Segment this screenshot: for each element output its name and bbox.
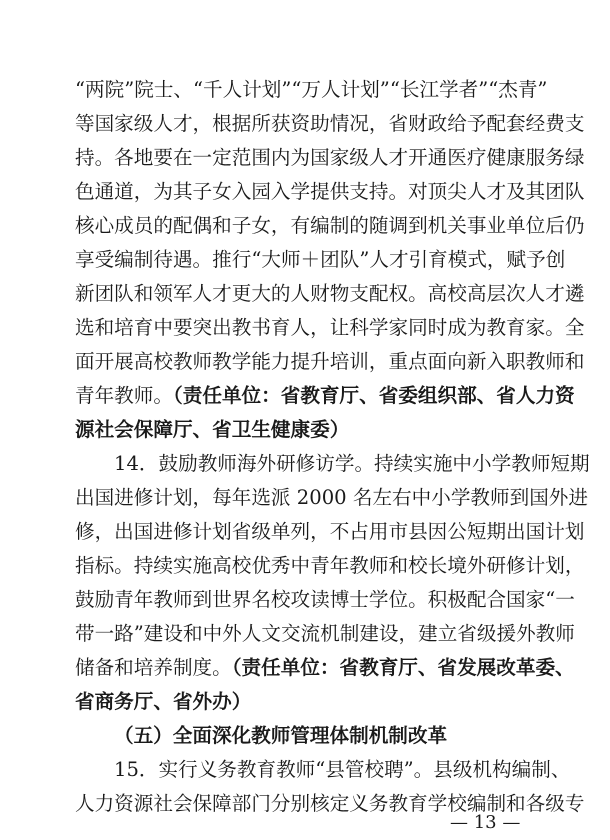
responsibility-units: （责任单位：省教育厅、省发展改革委、 — [231, 656, 575, 679]
text-line — [75, 656, 575, 680]
text-line: 面开展高校教师教学能力提升培训，重点面向新入职教师和 — [75, 350, 585, 373]
text-line: 带一路”建设和中外人文交流机制建设，建立省级援外教师 — [75, 622, 575, 645]
text-line: 15．实行义务教育教师“县管校聘”。县级机构编制、 — [114, 758, 571, 781]
responsibility-units: （责任单位：省教育厅、省委组织部、省人力资 — [172, 384, 575, 407]
text-line: 新团队和领军人才更大的人财物支配权。高校高层次人才遴 — [75, 282, 585, 305]
text-line: 色通道，为其子女入园入学提供支持。对顶尖人才及其团队 — [75, 180, 585, 203]
text-line: 鼓励青年教师到世界名校攻读博士学位。积极配合国家“一 — [75, 588, 575, 611]
text-segment: 青年教师。 — [75, 384, 173, 407]
page-number: — 13 — — [450, 812, 521, 833]
text-line: 等国家级人才，根据所获资助情况，省财政给予配套经费支 — [75, 112, 585, 135]
text-line: 人力资源社会保障部门分别核定义务教育学校编制和各级专 — [75, 792, 585, 815]
text-segment: 储备和培养制度。 — [75, 656, 232, 679]
text-line — [75, 384, 575, 408]
text-line: “两院”院士、“千人计划”“万人计划”“长江学者”“杰青” — [75, 78, 548, 101]
text-line: 指标。持续实施高校优秀中青年教师和校长境外研修计划， — [75, 554, 585, 577]
text-line: 修，出国进修计划省级单列，不占用市县因公短期出国计划 — [75, 520, 585, 543]
text-line: 14．鼓励教师海外研修访学。持续实施中小学教师短期 — [114, 452, 590, 475]
text-line: 核心成员的配偶和子女，有编制的随调到机关事业单位后仍 — [75, 214, 585, 237]
text-line: 持。各地要在一定范围内为国家级人才开通医疗健康服务绿 — [75, 146, 585, 169]
section-heading: （五）全面深化教师管理体制机制改革 — [114, 724, 448, 747]
responsibility-units: 源社会保障厅、省卫生健康委） — [75, 418, 350, 441]
responsibility-units: 省商务厅、省外办） — [75, 690, 252, 713]
text-line: 选和培育中要突出教书育人，让科学家同时成为教育家。全 — [75, 316, 585, 339]
text-line: 享受编制待遇。推行“大师＋团队”人才引育模式，赋予创 — [75, 248, 566, 271]
text-line: 出国进修计划，每年选派 2000 名左右中小学教师到国外进 — [75, 486, 588, 509]
